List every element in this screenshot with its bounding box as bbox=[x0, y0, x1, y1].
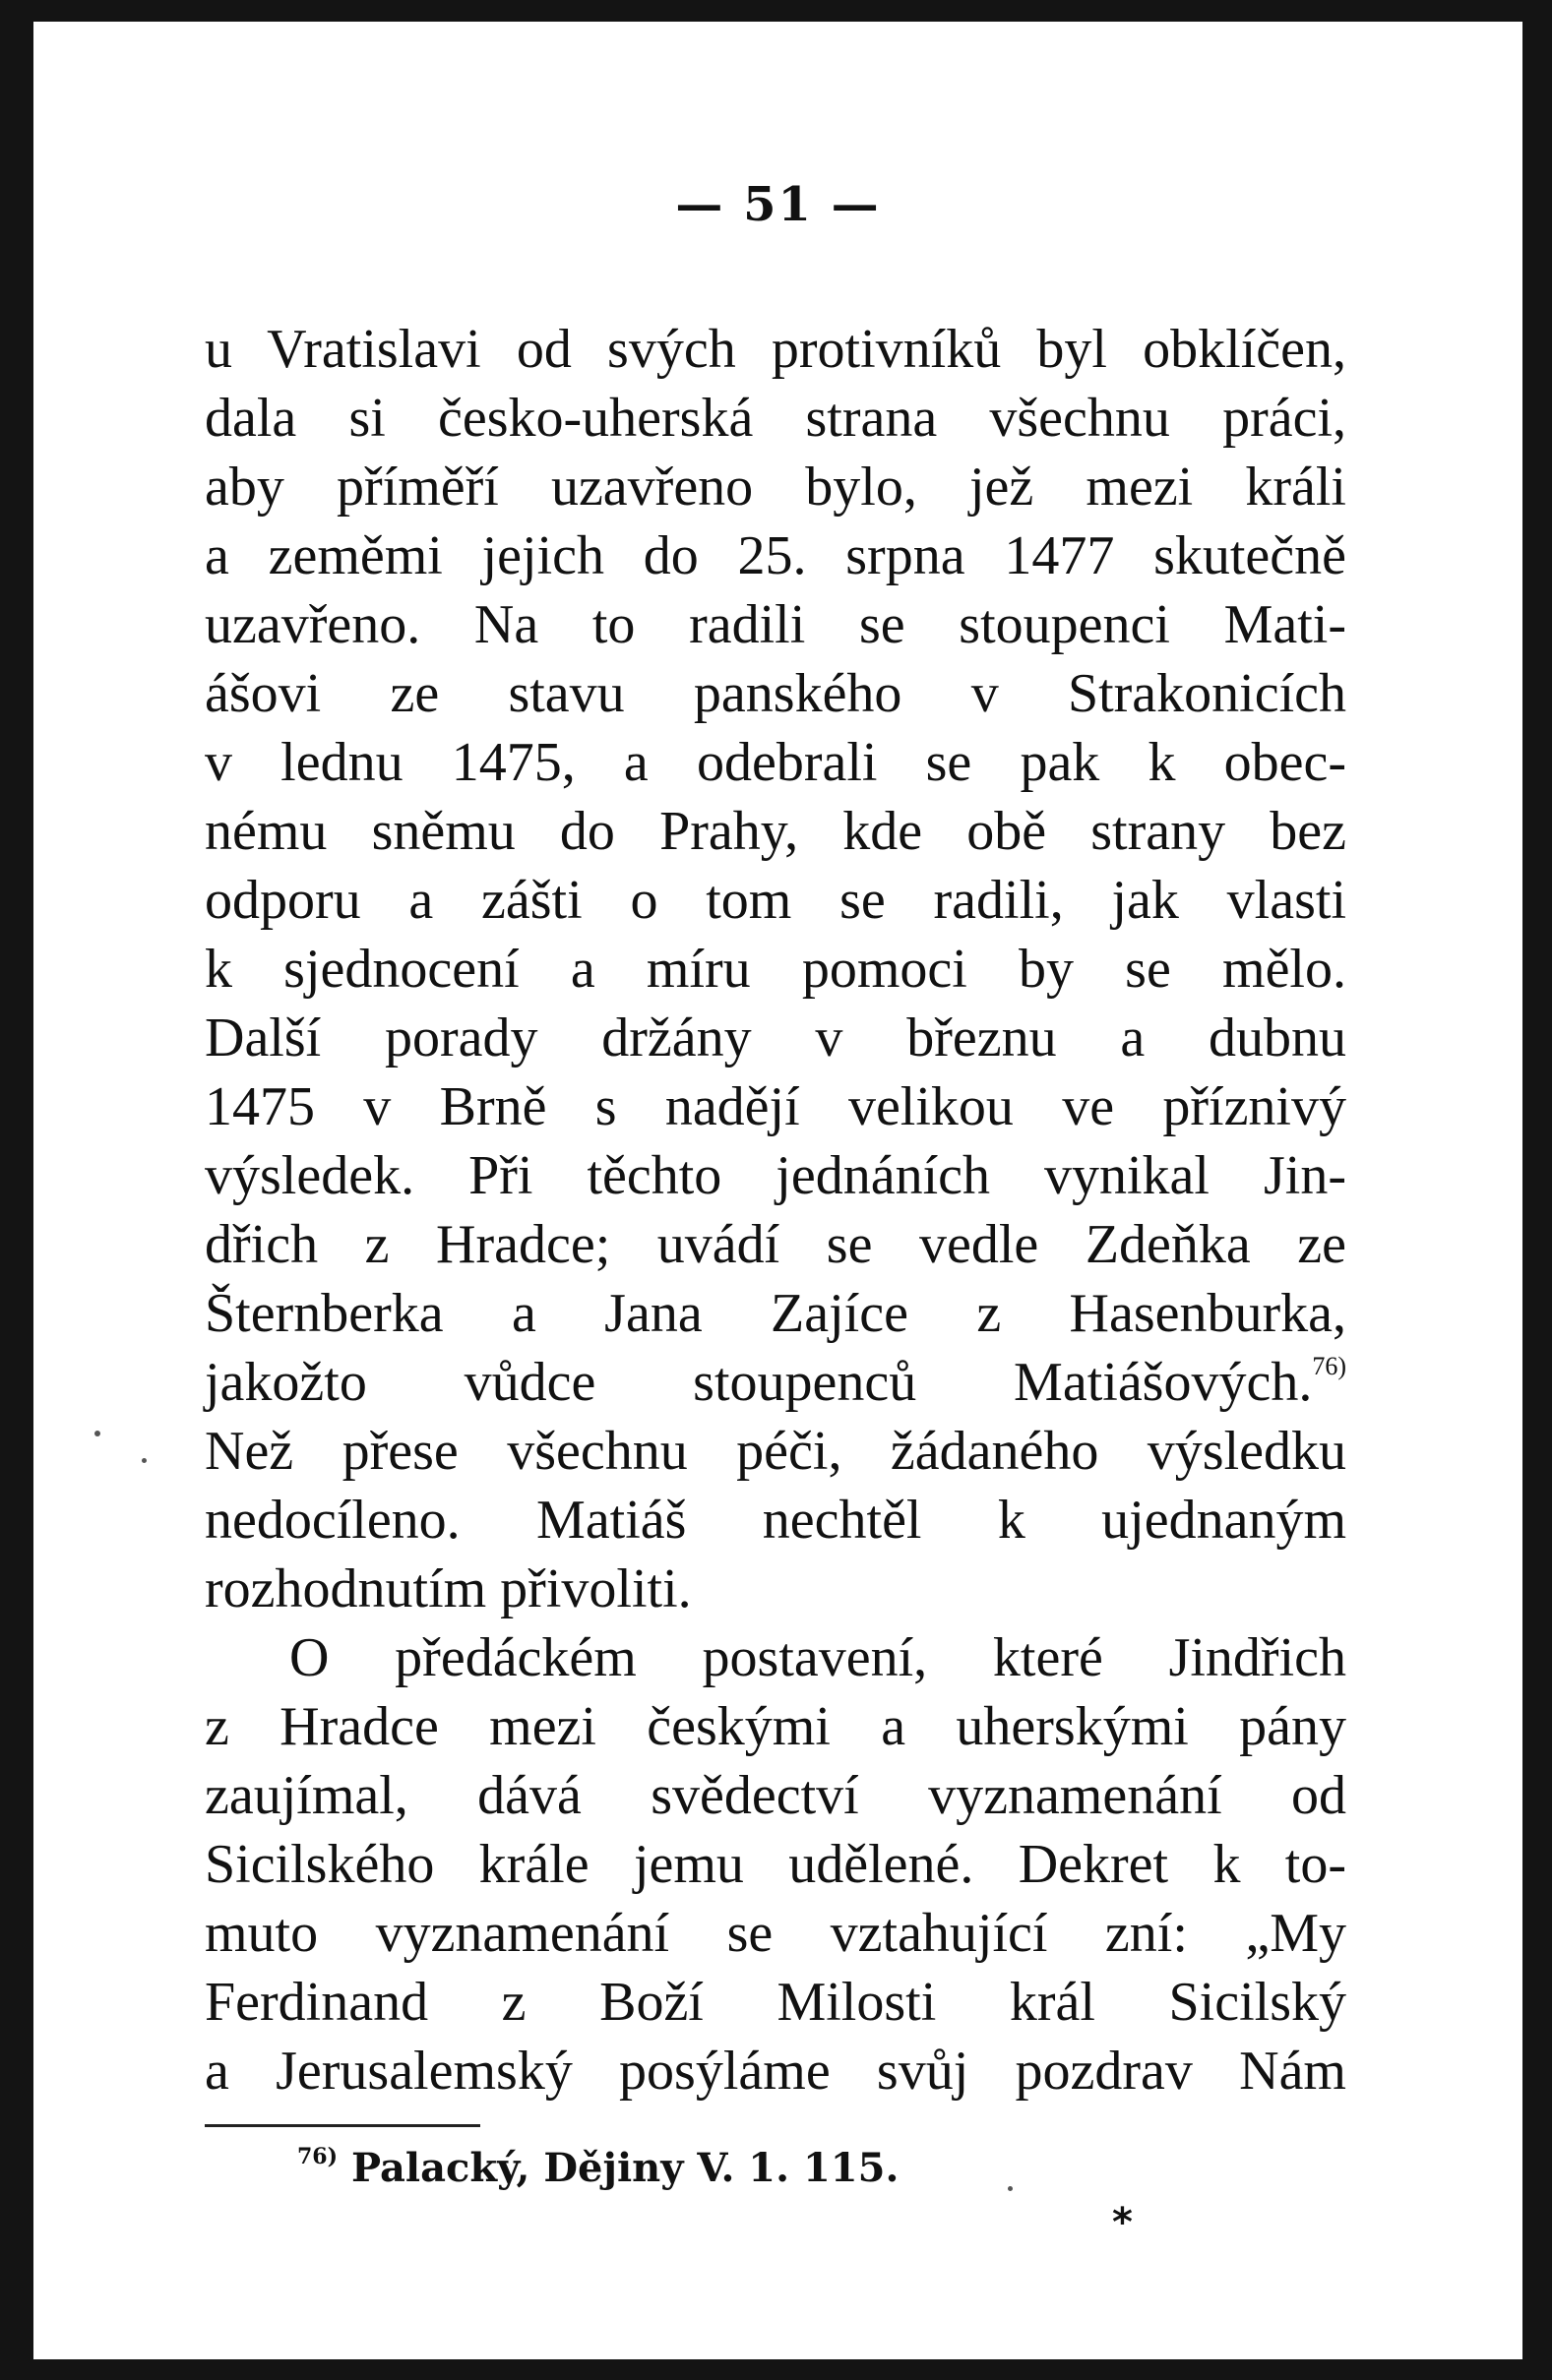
print-speck bbox=[94, 1431, 100, 1436]
footnote-text: Palacký, Dějiny V. 1. 115. bbox=[350, 2145, 900, 2191]
text-line: Ferdinand z Boží Milosti král Sicilský bbox=[205, 1972, 1346, 2033]
text-segment: jakožto vůdce stoupenců Matiášových. bbox=[205, 1352, 1313, 1413]
page-number: — 51 — bbox=[675, 177, 881, 232]
text-line: dřich z Hradce; uvádí se vedle Zdeňka ze bbox=[205, 1214, 1346, 1275]
text-line: aby příměří uzavřeno bylo, jež mezi králi bbox=[205, 457, 1346, 518]
text-line: O předáckém postavení, které Jindřich bbox=[289, 1627, 1346, 1688]
print-speck bbox=[142, 1458, 147, 1463]
text-line: nému sněmu do Prahy, kde obě strany bez bbox=[205, 801, 1346, 862]
text-line: Než přese všechnu péči, žádaného výsledku bbox=[205, 1421, 1346, 1482]
text-line: nedocíleno. Matiáš nechtěl k ujednaným bbox=[205, 1490, 1346, 1551]
footnote bbox=[297, 2144, 899, 2191]
text-line: dala si česko-uherská strana všechnu práci, bbox=[205, 388, 1346, 449]
text-line: 1475 v Brně s nadějí velikou ve příznivý bbox=[205, 1076, 1346, 1137]
text-line: rozhodnutím přivoliti. bbox=[205, 1558, 692, 1619]
asterisk-mark: * bbox=[1112, 2200, 1133, 2245]
text-line: muto vyznamenání se vztahující zní: „My bbox=[205, 1903, 1346, 1964]
text-line: ášovi ze stavu panského v Strakonicích bbox=[205, 663, 1346, 724]
print-speck bbox=[1008, 2186, 1013, 2191]
text-line: uzavřeno. Na to radili se stoupenci Mati- bbox=[205, 594, 1346, 655]
text-line-with-footnote-ref bbox=[205, 1348, 1346, 1417]
text-line: Šternberka a Jana Zajíce z Hasenburka, bbox=[205, 1283, 1346, 1344]
text-line: výsledek. Při těchto jednáních vynikal Jin- bbox=[205, 1145, 1346, 1206]
footnote-reference: 76) bbox=[1312, 1352, 1346, 1380]
text-line: a Jerusalemský posýláme svůj pozdrav Nám bbox=[205, 2041, 1346, 2102]
footnote-divider bbox=[205, 2124, 480, 2127]
text-line: z Hradce mezi českými a uherskými pány bbox=[205, 1696, 1346, 1757]
text-line: k sjednocení a míru pomoci by se mělo. bbox=[205, 939, 1346, 1000]
text-line: Další porady držány v březnu a dubnu bbox=[205, 1007, 1346, 1068]
body-text bbox=[205, 315, 1346, 2105]
footnote-mark: 76) bbox=[297, 2144, 339, 2169]
book-page bbox=[33, 22, 1522, 2359]
text-line: odporu a zášti o tom se radili, jak vlasti bbox=[205, 870, 1346, 931]
text-line: zaujímal, dává svědectví vyznamenání od bbox=[205, 1765, 1346, 1826]
text-line: a zeměmi jejich do 25. srpna 1477 skutečně bbox=[205, 525, 1346, 586]
text-line: u Vratislavi od svých protivníků byl obklíčen, bbox=[205, 319, 1346, 380]
text-line: v lednu 1475, a odebrali se pak k obec- bbox=[205, 732, 1346, 793]
text-line: Sicilského krále jemu udělené. Dekret k to- bbox=[205, 1834, 1346, 1895]
